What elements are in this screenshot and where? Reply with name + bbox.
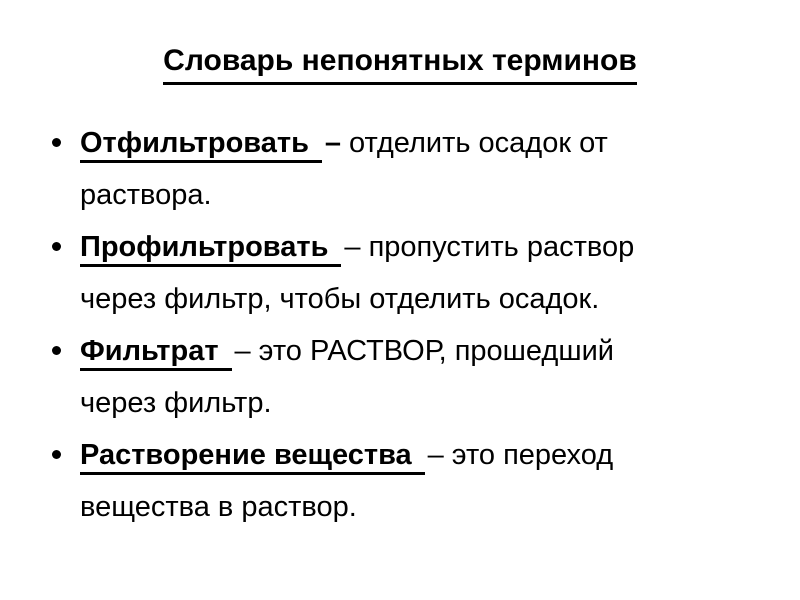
list-item-text [80, 429, 760, 533]
page-title [0, 42, 800, 85]
definition-text: отделить осадок от [349, 127, 608, 159]
list-item-text [80, 221, 760, 325]
page-title-text: Словарь непонятных терминов [163, 42, 637, 85]
definition-text: через фильтр, чтобы отделить осадок. [80, 283, 600, 315]
definition-text: это РАСТВОР, прошедший [258, 335, 614, 367]
bullet-icon [52, 346, 61, 355]
definition-text: это переход [451, 439, 614, 471]
bullet-icon [52, 242, 61, 251]
definition-text: пропустить раствор [368, 231, 635, 263]
term-label: Фильтрат [80, 335, 232, 371]
list-item [80, 221, 760, 325]
list-item [80, 325, 760, 429]
dash-separator: – [427, 439, 444, 471]
bullet-icon [52, 138, 61, 147]
definition-list [80, 117, 760, 533]
dash-separator: – [324, 127, 342, 159]
definition-text: через фильтр. [80, 387, 272, 419]
list-item [80, 117, 760, 221]
definition-text: раствора. [80, 179, 212, 211]
term-label: Растворение вещества [80, 439, 425, 475]
dash-separator: – [344, 231, 361, 263]
term-label: Отфильтровать [80, 127, 322, 163]
bullet-icon [52, 450, 61, 459]
list-item [80, 429, 760, 533]
term-label: Профильтровать [80, 231, 341, 267]
list-item-text [80, 325, 760, 429]
dash-separator: – [234, 335, 251, 367]
list-item-text [80, 117, 760, 221]
definition-text: вещества в раствор. [80, 491, 357, 523]
